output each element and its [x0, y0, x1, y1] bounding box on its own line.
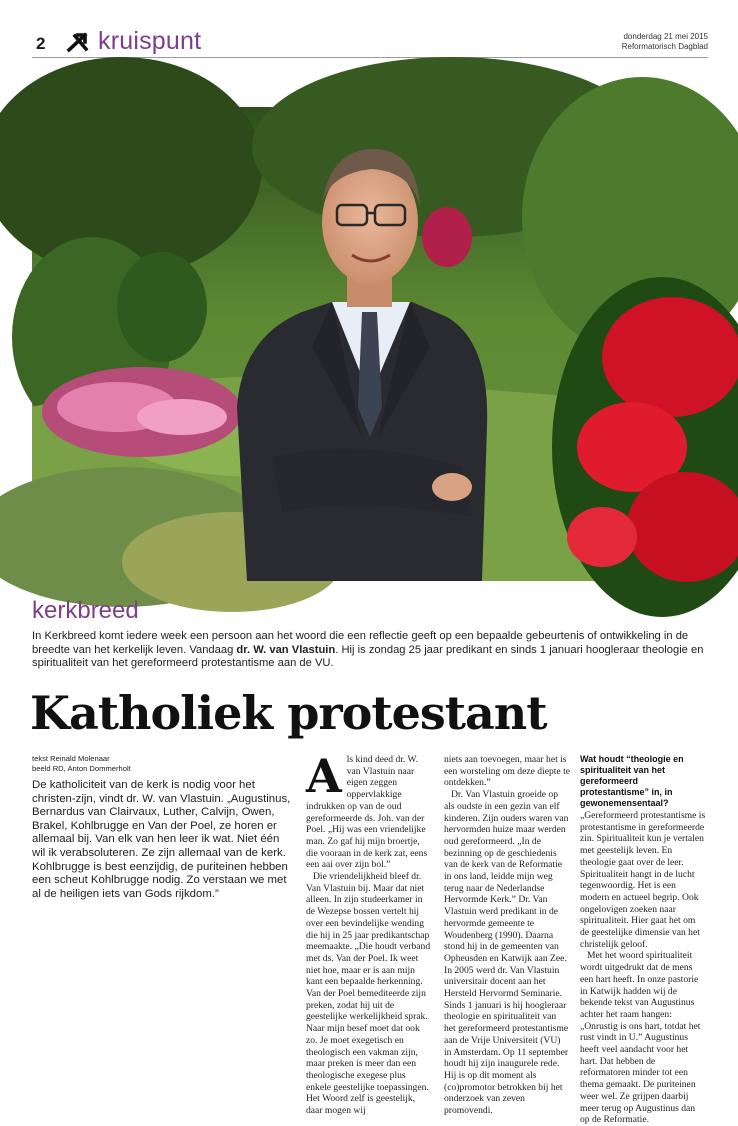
publication-name: Reformatorisch Dagblad	[621, 42, 708, 51]
body-paragraph: „Gereformeerd protestantisme is protestantisme in gereformeerde zin. Spiritualiteit kun je vertalen met geestelijk leven. En theologie gaat over de leer. Spiritualiteit hangt in de lucht tegenwoordig. Het is een modern en actueel begrip. Ook ongelovigen zoeken naar spiritualiteit. Hier gaat het om de geestelijke dimensie van het christelijk geloof.	[580, 810, 706, 950]
garden-portrait-illustration	[32, 107, 708, 581]
body-column-2	[444, 754, 570, 1117]
body-paragraph: niets aan toevoegen, maar het is een worsteling om deze diepte te ontdekken.”	[444, 754, 571, 789]
issue-date: donderdag 21 mei 2015	[623, 32, 708, 41]
portrait-photo	[32, 107, 708, 581]
page-header	[32, 24, 708, 58]
photo-credit: beeld RD, Anton Dommerholt	[32, 764, 131, 773]
interview-question: Wat houdt “theologie en spiritualiteit van het gereformeerd protestantisme” in, in gewonemensentaal?	[580, 754, 684, 808]
page-number: 2	[36, 34, 46, 53]
drop-cap: A	[306, 749, 342, 803]
body-paragraph: ls kind deed dr. W. van Vlastuin naar eigen zeggen oppervlakkige indrukken op van de oud gereformeerde ds. Joh. van der Poel. „Hij was een vriendelijke man. Zo gaf hij mijn broertje, die vooraan in de kerk zat, eens een aai over zijn bol.”	[306, 754, 428, 871]
body-column-1	[306, 749, 432, 1117]
intro-text-part: In Kerkbreed komt iedere week een persoon aan het woord die een reflectie geeft op een bepaalde gebeurtenis of ontwikkeling in de breedte van het kerkelijk leven. Vandaag	[32, 630, 689, 656]
section-title: kruispunt	[98, 27, 202, 55]
body-paragraph: Dr. Van Vlastuin groeide op als oudste in een gezin van elf kinderen. Zijn ouders waren van hervormden huize maar werden oud gereformeerd. „In de bezinning op de geschiedenis van de kerk van de Reformatie in ons land, leidde mijn weg terug naar de Nederlandse Hervormde Kerk.” Dr. Van Vlastuin werd predikant in de hervormde gemeente te Woudenberg (1990). Daarna stond hij in de gemeenten van Opheusden en Katwijk aan Zee. In 2005 werd dr. Van Vlastuin universitair docent aan het Hersteld Hervormd Seminarie. Sinds 1 januari is hij hoogleraar theologie en spiritualiteit van het gereformeerd protestantisme aan de Vrije Universiteit (VU) in Amsterdam. Op 11 september houdt hij zijn inaugurele rede. Hij is op dit moment als (co)promotor betrokken bij het onderzoek van zeven promovendi.	[444, 789, 569, 1117]
byline	[32, 754, 131, 774]
cross-icon	[66, 31, 90, 53]
column-title: kerkbreed	[32, 597, 139, 624]
body-paragraph: Met het woord spiritualiteit wordt uitgedrukt dat de mens een hart heeft. In onze pastorie in Katwijk hadden wij de bekende tekst van Augustinus achter het raam hangen: „Onrustig is ons hart, totdat het rust vindt in U.” Augustinus heeft veel aandacht voor het hart. Dat hebben de reformatoren minder tot een thema gemaakt. De puriteinen weer wel. Ze grijpen daarbij meer terug op Augustinus dan op de Reformatie.	[580, 950, 701, 1126]
intro-text	[32, 630, 708, 671]
intro-text-part: . Hij is zondag 25 jaar predikant en sinds 1 januari hoogleraar theologie en spiritualiteit van het gereformeerd protestantisme aan de VU.	[32, 643, 704, 670]
interviewee-name: dr. W. van Vlastuin	[236, 643, 336, 656]
body-column-3	[580, 754, 706, 1126]
body-paragraph: Die vriendelijkheid bleef dr. Van Vlastuin bij. Maar dat niet alleen. In zijn studeerkamer in de Wezepse bossen vertelt hij over een bevindelijke wending die hij in 25 jaar predikantschap meemaakte. „Die houdt verband met ds. Van der Poel. Ik weet niet hoe, maar er is aan mijn kant een bepaalde herkenning. Van der Poel bemediteerde zijn preken, zodat hij uit de geestelijke werkelijkheid sprak. Naar mijn besef moet dat ook zo. Je moet exegetisch en theologisch een vakman zijn, maar preken is meer dan een theologische exegese plus enkele geestelijke toepassingen. Het Woord zelf is geestelijk, daar mogen wij	[306, 871, 431, 1117]
masthead-info	[622, 32, 708, 52]
article-lead: De katholiciteit van de kerk is nodig voor het christen-zijn, vindt dr. W. van Vlastuin. „Augustinus, Bernardus van Clairvaux, Luther, Calvijn, Owen, Brakel, Kohlbrugge en Van der Poel, ze horen er allemaal bij. Van elk van hen leer ik wat. Niet één wil ik verabsoluteren. Ze zijn allemaal van de kerk. Kohlbrugge is best eenzijdig, de puriteinen hebben een scheut Kohlbrugge nodig. Zo verstaan we met al de heiligen iets van Gods rijkdom.”	[32, 779, 291, 900]
text-credit: tekst Reinald Molenaar	[32, 754, 110, 763]
article-headline: Katholiek protestant	[30, 686, 547, 740]
